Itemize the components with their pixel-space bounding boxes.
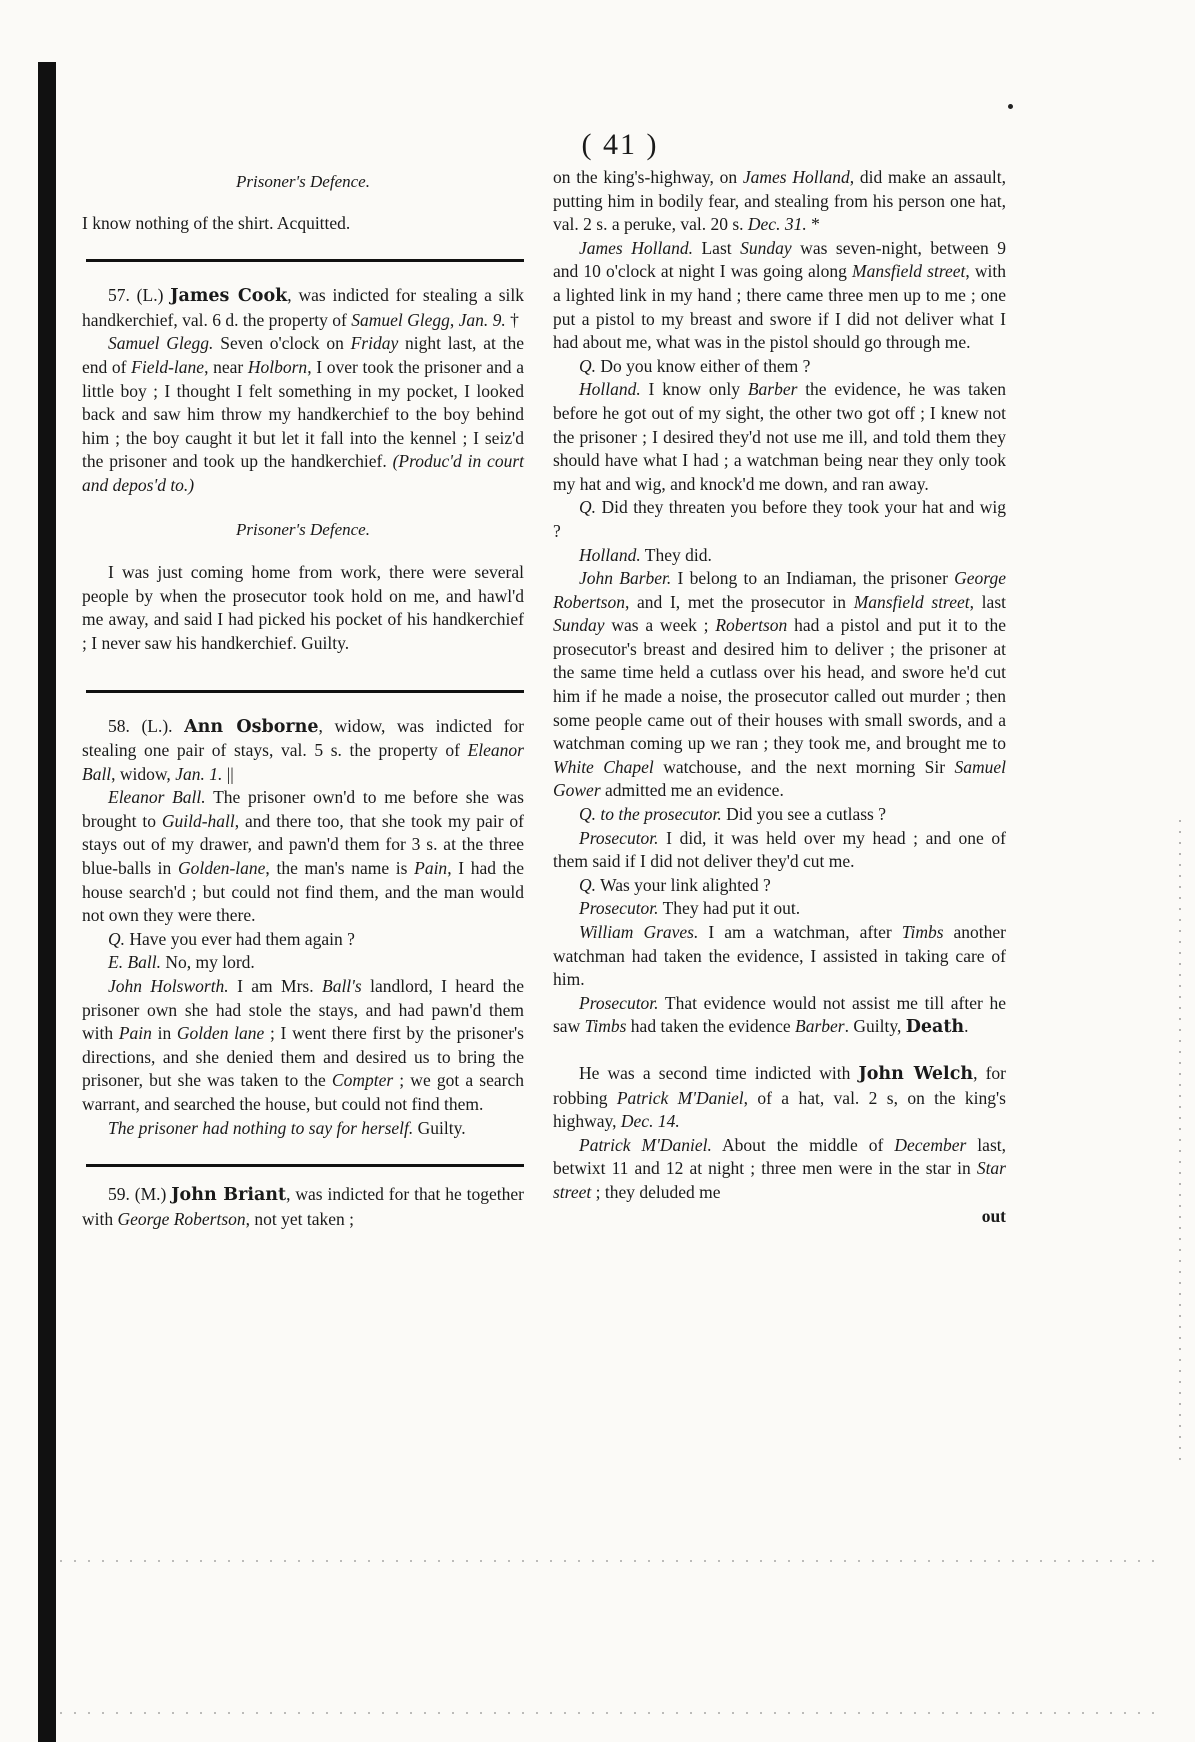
case-59-indictment: 59. (M.) John Briant, was indicted for that he together with George Robertson, not yet taken ; [82, 1184, 524, 1229]
question: Q. Was your link alighted ? [579, 874, 771, 895]
question: Q. Did they threaten you before they took your hat and wig ? [553, 497, 1006, 541]
prosecutor-statement-verdict: Prosecutor. That evidence would not assist me till after he saw Timbs had taken the evidence Barber. Guilty, Death. [553, 992, 1006, 1038]
testimony-patrick-mcdaniel: Patrick M'Daniel. About the middle of December last, betwixt 11 and 12 at night ; three men were in the star in Star street ; they deluded me [553, 1134, 1006, 1202]
answer: E. Ball. No, my lord. [108, 952, 255, 973]
defence-statement-2: I was just coming home from work, there were several people by when the prosecutor took hold on me, and hawl'd me away, and said I had picked his pocket of his handkerchief ; I never saw his handkerchief. Guilty. [82, 562, 524, 653]
section-rule-3 [86, 1164, 524, 1167]
section-rule [86, 259, 524, 262]
testimony-james-holland: James Holland. Last Sunday was seven-night, between 9 and 10 o'clock at night I was going along Mansfield street, with a lighted link in my hand ; there came three men up to me ; one put a pistol to my breast and swore if I did not deliver what I had about me, what was in the pistol should go through me. [553, 237, 1006, 353]
right-column [553, 166, 1006, 1228]
answer-prosecutor: Prosecutor. I did, it was held over my head ; and one of them said if I did not deliver they'd cut me. [553, 827, 1006, 872]
testimony-john-holsworth: John Holsworth. I am Mrs. Ball's landlord, I heard the prisoner own she had stole the stays, and had pawn'd them with Pain in Golden lane ; I went there first by the prisoner's directions, and she denied them and desired us to bring the prisoner, but she was taken to the Compter ; we got a search warrant, and searched the house, but could not find them. [82, 976, 525, 1114]
defence-statement: I know nothing of the shirt. Acquitted. [82, 212, 351, 233]
verdict-line: The prisoner had nothing to say for herself. Guilty. [108, 1117, 466, 1138]
second-indictment: He was a second time indicted with John Welch, for robbing Patrick M'Daniel, of a hat, val. 2 s, on the king's highway, Dec. 14. [553, 1062, 1006, 1132]
question: Q. Have you ever had them again ? [108, 928, 355, 949]
scan-noise [60, 1712, 1155, 1714]
scan-noise [1179, 820, 1181, 1460]
case-59-continued: on the king's-highway, on James Holland, did make an assault, putting him in bodily fear, and stealing from his person one hat, val. 2 s. a peruke, val. 20 s. Dec. 31. * [553, 167, 1006, 235]
testimony-samuel-glegg: Samuel Glegg. Seven o'clock on Friday night last, at the end of Field-lane, near Holborn, I over took the prisoner and a little boy ; I thought I felt something in my pocket, I looked back and saw him throw my handkerchief to the boy behind him ; the boy caught it but let it fall into the kennel ; I seiz'd the prisoner and took up the handkerchief. (Produc'd in court and depos'd to.) [82, 333, 524, 495]
section-rule-2 [86, 690, 524, 693]
answer-prosecutor-2: Prosecutor. They had put it out. [579, 898, 801, 919]
question: Q. Do you know either of them ? [579, 355, 811, 376]
testimony-john-barber: John Barber. I belong to an Indiaman, the prisoner George Robertson, and I, met the prosecutor in Mansfield street, last Sunday was a week ; Robertson had a pistol and put it to the prosecutor's breast and desired him to deliver ; the prisoner at the same time held a cutlass over his head, and swore he'd cut him if he made a noise, the prosecutor called out murder ; then some people came out of their houses with small swords, and a watchman coming up we ran ; they took me, and brought me to White Chapel watchouse, and the next morning Sir Samuel Gower admitted me an evidence. [553, 568, 1006, 801]
testimony-eleanor-ball: Eleanor Ball. The prisoner own'd to me before she was brought to Guild-hall, and there too, that she took my pair of stays out of my drawer, and pawn'd them for 3 s. at the three blue-balls in Golden-lane, the man's name is Pain, I had the house search'd ; but could not find them, and the man would not own they were there. [82, 787, 525, 926]
question-to-prosecutor: Q. to the prosecutor. Did you see a cutlass ? [579, 804, 887, 825]
testimony-william-graves: William Graves. I am a watchman, after Timbs another watchman had taken the evidence, I assisted in taking care of him. [553, 922, 1006, 990]
prisoners-defence-heading: Prisoner's Defence. [236, 172, 370, 191]
ink-speck [1008, 104, 1013, 109]
left-column [82, 166, 524, 1231]
prisoners-defence-heading-2: Prisoner's Defence. [236, 519, 370, 539]
catchword: out [981, 1205, 1006, 1226]
case-57-indictment: 57. (L.) James Cook, was indicted for stealing a silk handkerchief, val. 6 d. the property of Samuel Glegg, Jan. 9. † [82, 285, 524, 330]
answer-holland-2: Holland. They did. [579, 544, 712, 565]
page-number: ( 41 ) [581, 128, 659, 161]
case-58-indictment: 58. (L.). Ann Osborne, widow, was indicted for stealing one pair of stays, val. 5 s. the property of Eleanor Ball, widow, Jan. 1. || [82, 715, 524, 784]
answer-holland: Holland. I know only Barber the evidence, he was taken before he got out of my sight, the other two got off ; I knew not the prisoner ; I desired they'd not use me ill, and told them they should have what I had ; a watchman being near they only took my hat and wig, and knock'd me down, and ran away. [553, 379, 1006, 494]
binding-edge [38, 62, 56, 1742]
scan-noise [60, 1560, 1155, 1562]
